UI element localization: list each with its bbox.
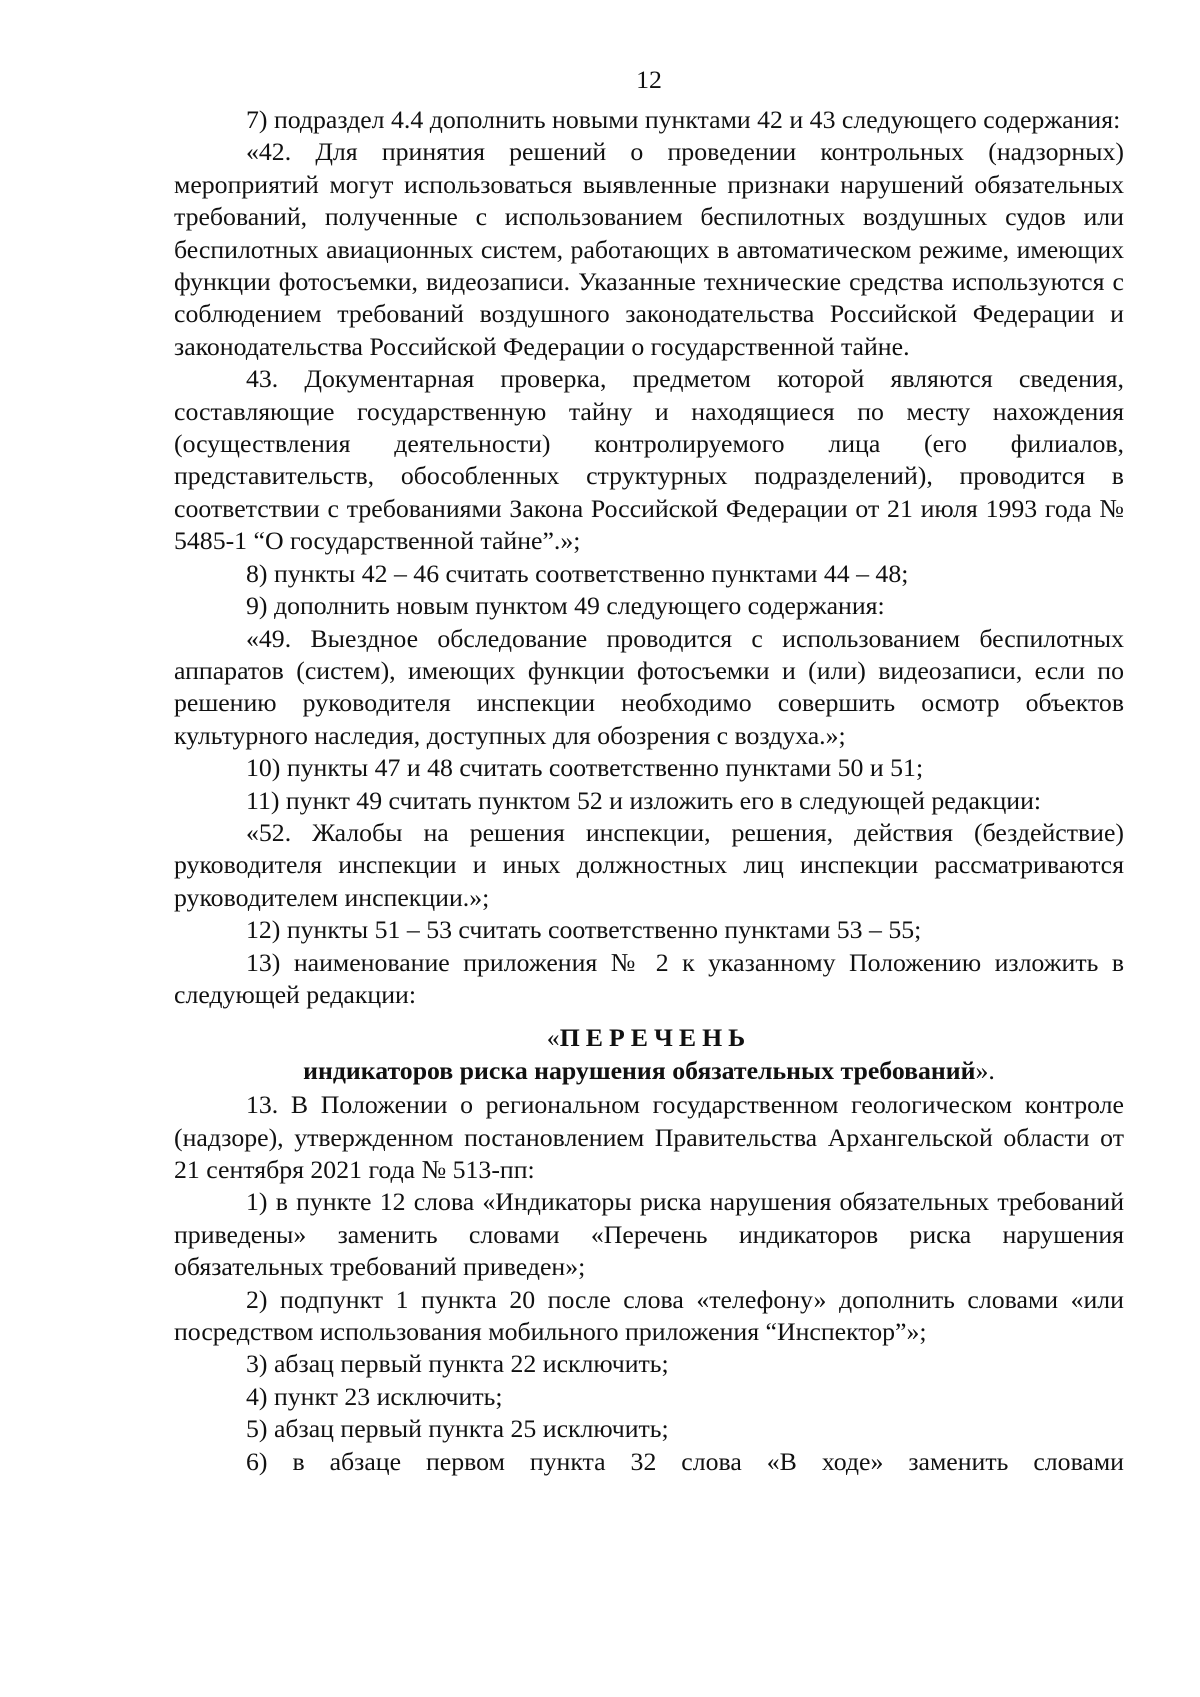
- paragraph-item-13: 13) наименование приложения № 2 к указанному Положению изложить в следующей редакции:: [174, 947, 1124, 1009]
- paragraph-point-52: «52. Жалобы на решения инспекции, решения, действия (бездействие) руководителя инспекции и иных должностных лиц инспекции рассматриваются руководителем инспекции.»;: [174, 817, 1124, 912]
- paragraph-point-49: «49. Выездное обследование проводится с использованием беспилотных аппаратов (систем), имеющих функции фотосъемки и (или) видеозаписи, если по решению руководителя инспекции необходимо совершить осмотр объектов культурного наследия, доступных для обозрения с воздуха.»;: [174, 623, 1124, 750]
- paragraph-item-12: 12) пункты 51 – 53 считать соответственно пунктами 53 – 55;: [246, 915, 922, 945]
- paragraph-point-42: «42. Для принятия решений о проведении контрольных (надзорных) мероприятий могут использоваться выявленные признаки нарушений обязательных требований, полученные с использованием беспилотных воздушных судов или беспилотных авиационных систем, работающих в автоматическом режиме, имеющих функции фотосъемки, видеозаписи. Указанные технические средства используются с соблюдением требований воздушного законодательства Российской Федерации и законодательства Российской Федерации о государственной тайне.: [174, 137, 1124, 361]
- subtitle-close: ».: [975, 1055, 995, 1085]
- paragraph-item-11: 11) пункт 49 считать пунктом 52 и изложить его в следующей редакции:: [246, 785, 1042, 815]
- title-word: ПЕРЕЧЕНЬ: [559, 1023, 752, 1053]
- paragraph-sub-2: 2) подпункт 1 пункта 20 после слова «телефону» дополнить словами «или посредством использования мобильного приложения “Инспектор”»;: [174, 1284, 1124, 1347]
- paragraph-item-9: 9) дополнить новым пунктом 49 следующего содержания:: [246, 591, 885, 621]
- list-title: [174, 1022, 1124, 1054]
- document-page: [174, 66, 1124, 1478]
- paragraph-sub-4: 4) пункт 23 исключить;: [246, 1381, 503, 1411]
- paragraph-sub-3: 3) абзац первый пункта 22 исключить;: [246, 1349, 669, 1379]
- paragraph-sub-1: 1) в пункте 12 слова «Индикаторы риска нарушения обязательных требований приведены» заменить словами «Перечень индикаторов риска нарушения обязательных требований приведен»;: [174, 1187, 1124, 1282]
- paragraph-sub-5: 5) абзац первый пункта 25 исключить;: [246, 1414, 669, 1444]
- subtitle-text: индикаторов риска нарушения обязательных требований: [303, 1055, 976, 1085]
- page-number: 12: [636, 65, 662, 94]
- title-open-quote: «: [546, 1023, 560, 1053]
- list-subtitle: [174, 1055, 1124, 1087]
- paragraph-sub-6: 6) в абзаце первом пункта 32 слова «В ходе» заменить словами: [246, 1446, 1124, 1476]
- paragraph-item-10: 10) пункты 47 и 48 считать соответственно пунктами 50 и 51;: [246, 753, 924, 783]
- paragraph-section-13: 13. В Положении о региональном государственном геологическом контроле (надзоре), утвержденном постановлением Правительства Архангельской области от 21 сентября 2021 года № 513-пп:: [174, 1090, 1124, 1184]
- paragraph-item-8: 8) пункты 42 – 46 считать соответственно пунктами 44 – 48;: [246, 558, 909, 588]
- paragraph-item-7: 7) подраздел 4.4 дополнить новыми пунктами 42 и 43 следующего содержания:: [246, 105, 1121, 134]
- paragraph-point-43: 43. Документарная проверка, предметом которой являются сведения, составляющие государственную тайну и находящиеся по месту нахождения (осуществления деятельности) контролируемого лица (его филиалов, представительств, обособленных структурных подразделений), проводится в соответствии с требованиями Закона Российской Федерации от 21 июля 1993 года № 5485-1 “О государственной тайне”.»;: [174, 364, 1124, 556]
